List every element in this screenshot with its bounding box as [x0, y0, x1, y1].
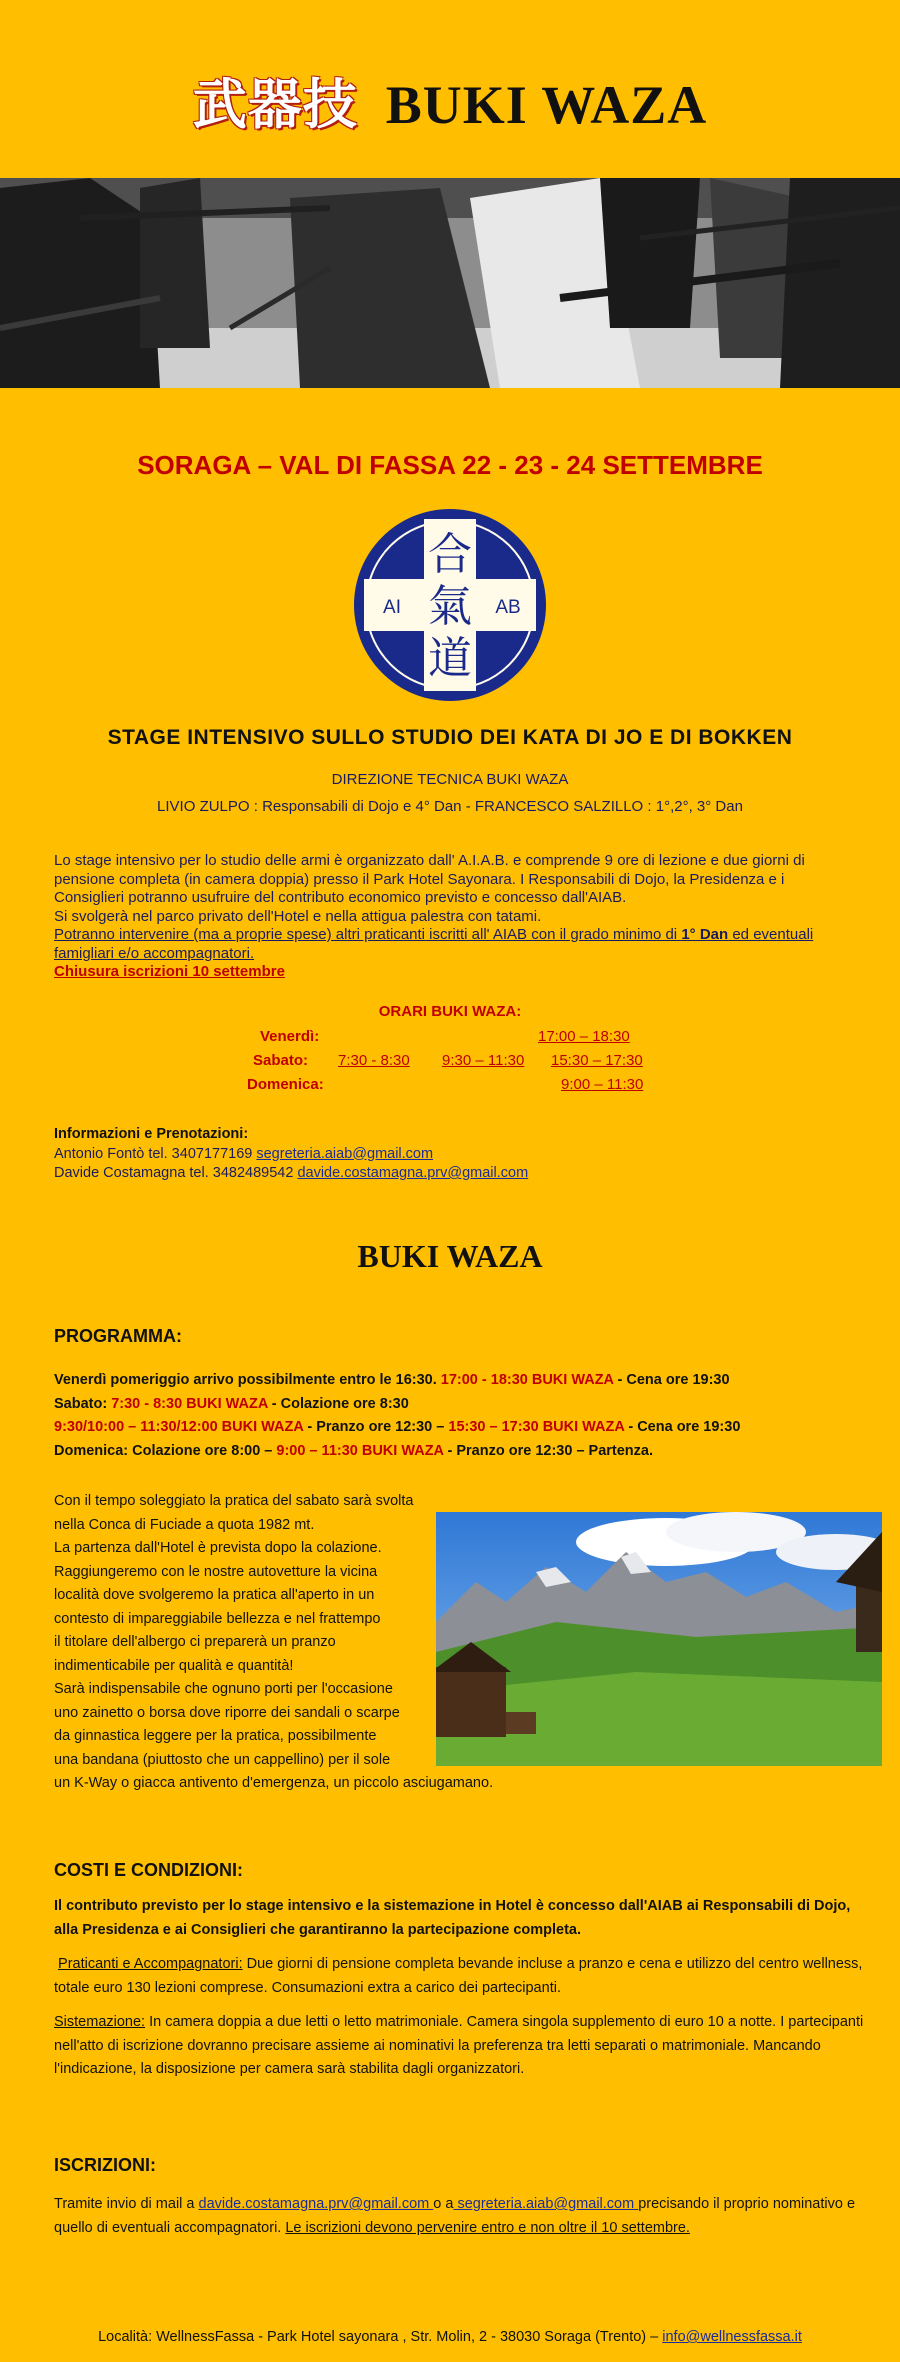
logo-right-text: AB	[495, 597, 521, 618]
footer-address: Località: WellnessFassa - Park Hotel sayonara , Str. Molin, 2 - 38030 Soraga (Trento) –	[98, 2329, 663, 2345]
contact-row: Antonio Fontò tel. 3407177169 segreteria.aiab@gmail.com	[54, 1145, 434, 1162]
orari-time: 7:30 - 8:30	[338, 1052, 410, 1069]
orari-day: Domenica:	[247, 1076, 324, 1093]
contact-row: Davide Costamagna tel. 3482489542 davide.costamagna.prv@gmail.com	[54, 1165, 529, 1181]
logo-left-text: AI	[383, 597, 401, 618]
orari-time: 9:00 – 11:30	[561, 1076, 644, 1093]
section-heading: BUKI WAZA	[357, 1238, 543, 1274]
schedule-line: 9:30/10:00 – 11:30/12:00 BUKI WAZA - Pranzo ore 12:30 – 15:30 – 17:30 BUKI WAZA - Cena ore 19:30	[54, 1419, 741, 1435]
event-title: SORAGA – VAL DI FASSA 22 - 23 - 24 SETTEMBRE	[137, 450, 763, 480]
header-title-text: BUKI WAZA	[385, 75, 708, 135]
programma-title: PROGRAMMA:	[54, 1326, 182, 1346]
schedule-line: Sabato: 7:30 - 8:30 BUKI WAZA - Colazione ore 8:30	[54, 1395, 409, 1412]
info-contacts	[54, 1125, 754, 1184]
orari-row-domenica	[247, 1076, 324, 1093]
costi-paragraph-1: Il contributo previsto per lo stage intensivo e la sistemazione in Hotel è concesso dall'AIAB ai Responsabili di Dojo, alla Presidenza e ai Consiglieri che garantiranno la partecipazione completa.	[54, 1898, 851, 1938]
orari-title: ORARI BUKI WAZA:	[378, 1003, 522, 1020]
email-link[interactable]: davide.costamagna.prv@gmail.com	[198, 2196, 434, 2212]
footer	[0, 2329, 900, 2345]
closing-date: Chiusura iscrizioni 10 settembre	[54, 963, 285, 980]
costi-title: COSTI E CONDIZIONI:	[54, 1860, 243, 1880]
aiab-logo	[352, 507, 548, 703]
orari-row-sabato	[253, 1052, 308, 1069]
dolomites-landscape-image	[436, 1512, 882, 1766]
email-link[interactable]: davide.costamagna.prv@gmail.com	[297, 1165, 529, 1181]
footer-email-link[interactable]: info@wellnessfassa.it	[662, 2329, 802, 2345]
costi-paragraph-2: Praticanti e Accompagnatori: Due giorni di pensione completa bevande incluse a pranzo e cena e utilizzo del centro wellness, totale euro 130 lezioni comprese. Consumazioni extra a carico dei partecipanti.	[54, 1956, 863, 1996]
costi-text	[54, 1895, 874, 2093]
programma-schedule	[54, 1369, 874, 1463]
iscrizioni-title: ISCRIZIONI:	[54, 2155, 156, 2175]
logo-kanji-2: 氣	[428, 581, 472, 632]
header-kanji: 武器技	[192, 75, 358, 135]
iscrizioni-text: Tramite invio di mail a davide.costamagna.prv@gmail.com o a segreteria.aiab@gmail.com precisando il proprio nominativo e quello di eventuali accompagnatori. Le iscrizioni devono pervenire entro e non oltre il 10 settembre.	[54, 2196, 856, 2236]
direction-text: DIREZIONE TECNICA BUKI WAZA	[331, 771, 569, 788]
page-title	[0, 62, 900, 139]
banner-photo	[0, 178, 900, 388]
mountain-photo	[436, 1512, 882, 1766]
instructors-text: LIVIO ZULPO : Responsabili di Dojo e 4° Dan - FRANCESCO SALZILLO : 1°,2°, 3° Dan	[157, 798, 743, 815]
aikido-logo-icon	[352, 507, 548, 703]
intro-paragraph-2: Si svolgerà nel parco privato dell'Hotel e nella attigua palestra con tatami.	[54, 907, 542, 925]
intro-paragraph-1: Lo stage intensivo per lo studio delle armi è organizzato dall' A.I.A.B. e comprende 9 ore di lezione e due giorni di pensione completa (in camera doppia) presso il Park Hotel Sayonara. I Responsabili di Dojo, la Presidenza e i Consiglieri potranno usufruire del contributo economico previsto e concesso dall'AIAB.	[54, 852, 805, 906]
email-link[interactable]: segreteria.aiab@gmail.com	[256, 1145, 434, 1162]
weather-text: Con il tempo soleggiato la pratica del sabato sarà svolta nella Conca di Fuciade a quota 1982 mt. La partenza dall'Hotel è prevista dopo la colazione. Raggiungeremo con le nostre autovetture la vicina località dove svolgeremo la pratica all'aperto in un contesto di impareggiabile bellezza e nel frattempo il titolare dell'albergo ci preparerà un pranzo indimenticabile per qualità e quantità! Sarà indispensabile che ognuno porti per l'occasione uno zainetto o borsa dove riporre dei sandali o scarpe da ginnastica leggere per la pratica, possibilmente una bandana (piuttosto che un cappellino) per il sole un K-Way o giacca antivento d'emergenza, un piccolo asciugamano.	[54, 1493, 494, 1791]
info-title: Informazioni e Prenotazioni:	[54, 1126, 249, 1142]
orari-row-venerdi	[260, 1028, 319, 1045]
orari-time: 9:30 – 11:30	[442, 1052, 525, 1069]
costi-paragraph-3: Sistemazione: In camera doppia a due letti o letto matrimoniale. Camera singola supplemento di euro 10 a notte. I partecipanti nell'atto di iscrizione dovranno precisare assieme ai nominativi la preferenza tra letti separati o matrimoniale. Mancando l'indicazione, la disposizione per camera sarà stabilita dagli organizzatori.	[54, 2014, 864, 2077]
schedule-line: Domenica: Colazione ore 8:00 – 9:00 – 11:30 BUKI WAZA - Pranzo ore 12:30 – Partenza.	[54, 1442, 654, 1459]
intro-paragraph-3: Potranno intervenire (ma a proprie spese) altri praticanti iscritti all' AIAB con il grado minimo di 1° Dan ed eventuali famigliari e/o accompagnatori.	[54, 926, 814, 962]
logo-kanji-3: 道	[428, 633, 472, 684]
orari-time: 15:30 – 17:30	[551, 1052, 643, 1069]
orari-day: Sabato:	[253, 1052, 309, 1069]
stage-title: STAGE INTENSIVO SULLO STUDIO DEI KATA DI JO E DI BOKKEN	[107, 726, 793, 749]
kendo-practice-image	[0, 178, 900, 388]
orari-time: 17:00 – 18:30	[538, 1028, 630, 1045]
orari-day: Venerdì:	[260, 1028, 320, 1045]
logo-kanji-1: 合	[428, 529, 472, 580]
intro-text	[54, 852, 854, 982]
email-link[interactable]: segreteria.aiab@gmail.com	[453, 2196, 639, 2212]
schedule-line: Venerdì pomeriggio arrivo possibilmente entro le 16:30. 17:00 - 18:30 BUKI WAZA - Cena ore 19:30	[54, 1372, 730, 1388]
